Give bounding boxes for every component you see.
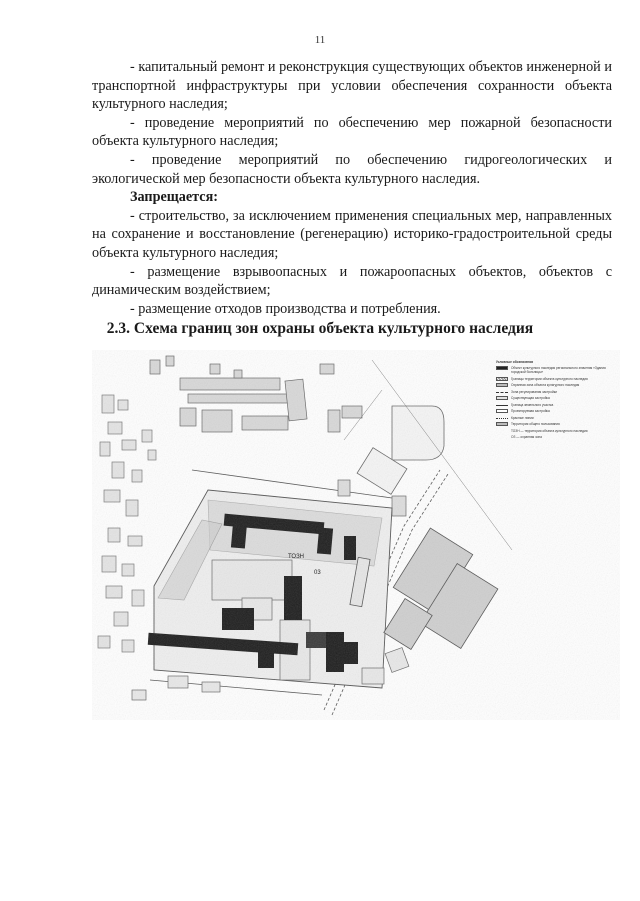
legend-text: ОЗ — охранная зона bbox=[511, 435, 542, 439]
map-legend bbox=[496, 360, 616, 442]
prohibited-construction: - строительство, за исключением применения специальных мер, направленных на сохранение и восстановление (регенерацию) историко-градостроительной среды объекта культурного наследия; bbox=[92, 207, 612, 261]
paragraph-fire-safety: - проведение мероприятий по обеспечению мер пожарной безопасности объекта культурного наследия; bbox=[92, 114, 612, 150]
legend-item bbox=[496, 383, 616, 387]
legend-text: Территория общего пользования bbox=[511, 422, 560, 426]
prohibited-explosive-objects: - размещение взрывоопасных и пожароопасных объектов, объектов с динамическим воздействием; bbox=[92, 263, 612, 299]
legend-swatch bbox=[496, 377, 508, 381]
prohibited-title: Запрещается: bbox=[130, 189, 218, 206]
legend-swatch bbox=[496, 435, 508, 439]
legend-swatch bbox=[496, 422, 508, 426]
legend-text: Красные линии bbox=[511, 415, 534, 420]
legend-item bbox=[496, 409, 616, 413]
legend-item bbox=[496, 416, 616, 420]
document-body bbox=[92, 58, 612, 318]
legend-text: Существующая застройка bbox=[511, 396, 550, 400]
legend-item bbox=[496, 377, 616, 381]
legend-swatch bbox=[496, 392, 508, 393]
section-heading: 2.3. Схема границ зон охраны объекта культурного наследия bbox=[106, 320, 534, 337]
legend-text: Граница земельного участка bbox=[511, 402, 554, 407]
legend-text: Проектируемая застройка bbox=[511, 409, 550, 413]
legend-text: Зона регулирования застройки bbox=[511, 389, 557, 394]
legend-title: Условные обозначения bbox=[496, 360, 534, 364]
legend-swatch bbox=[496, 429, 508, 433]
paragraph-hydro-ecology: - проведение мероприятий по обеспечению гидрогеологических и экологической мер безопасности объекта культурного наследия. bbox=[92, 151, 612, 187]
legend-swatch bbox=[496, 418, 508, 419]
legend-item bbox=[496, 396, 616, 400]
legend-swatch bbox=[496, 396, 508, 400]
legend-item bbox=[496, 403, 616, 407]
legend-text: Границы территории объекта культурного наследия bbox=[511, 376, 588, 381]
page-number: 11 bbox=[314, 34, 326, 46]
legend-swatch bbox=[496, 366, 508, 370]
prohibited-waste: - размещение отходов производства и потребления. bbox=[130, 300, 441, 317]
legend-item bbox=[496, 422, 616, 426]
legend-text: ТОЗН — территория объекта культурного наследия bbox=[511, 428, 588, 433]
legend-swatch bbox=[496, 383, 508, 387]
legend-swatch bbox=[496, 409, 508, 413]
legend-item bbox=[496, 429, 616, 433]
legend-item bbox=[496, 390, 616, 394]
legend-item bbox=[496, 435, 616, 439]
legend-text: Охранная зона объекта культурного наследия bbox=[511, 383, 580, 387]
legend-item bbox=[496, 366, 616, 374]
paragraph-repair: - капитальный ремонт и реконструкция существующих объектов инженерной и транспортной инфраструктуры при условии обеспечения сохранности объекта культурного наследия; bbox=[92, 59, 612, 113]
legend-swatch bbox=[496, 405, 508, 406]
legend-text: Объект культурного наследия регионального значения «Здания городской больницы» bbox=[511, 366, 606, 374]
